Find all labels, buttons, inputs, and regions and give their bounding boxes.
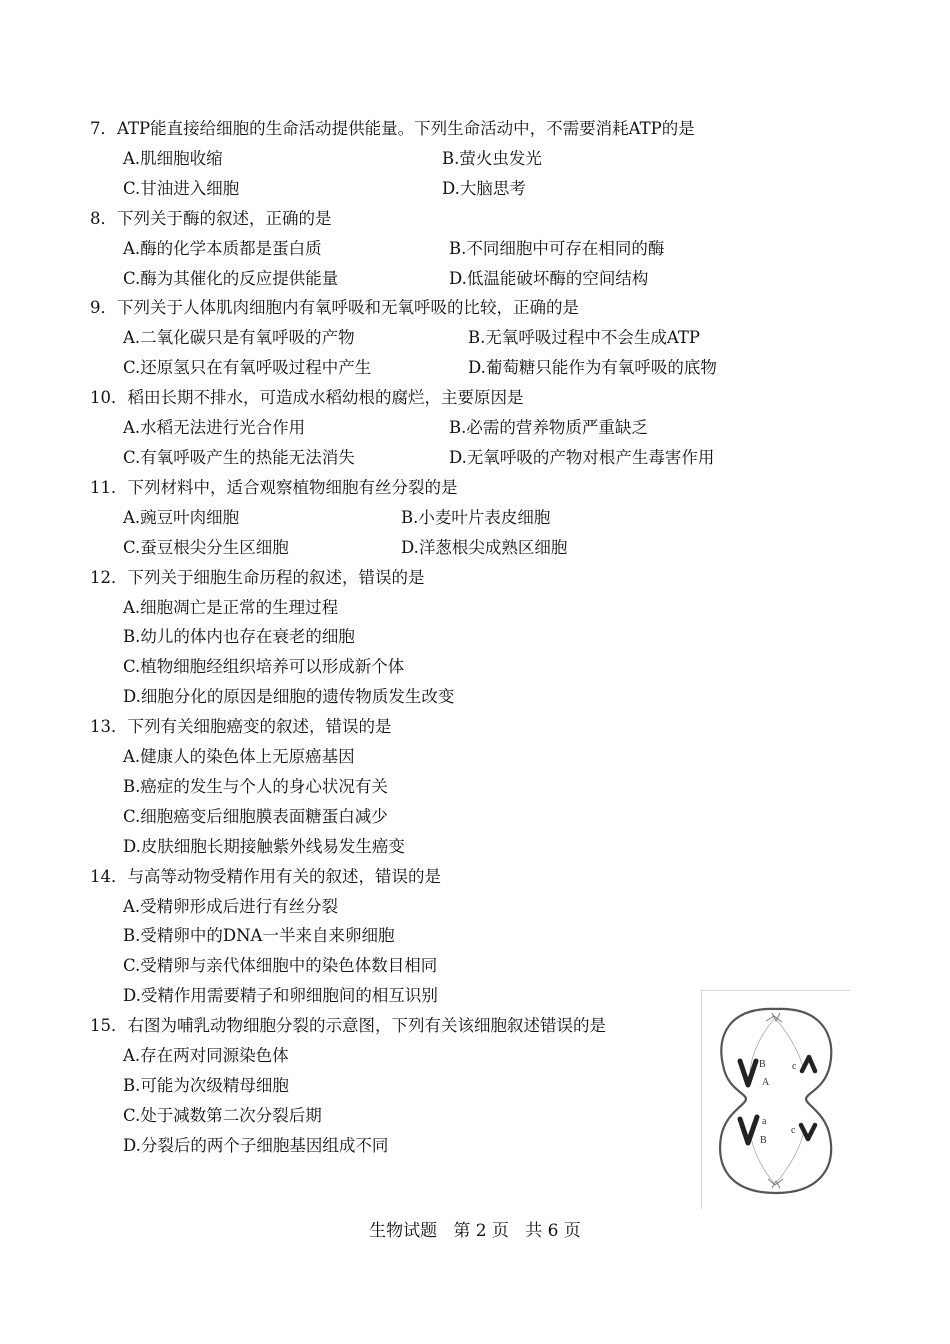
- question: [90, 114, 850, 204]
- answer-option: B.不同细胞中可存在相同的酶: [449, 238, 665, 258]
- answer-option: B.无氧呼吸过程中不会生成ATP: [468, 328, 700, 348]
- answer-option: C.受精卵与亲代体细胞中的染色体数目相同: [123, 956, 438, 976]
- answer-option: D.低温能破坏酶的空间结构: [449, 268, 649, 288]
- answer-option: B.幼儿的体内也存在衰老的细胞: [123, 627, 355, 647]
- cell-division-diagram: [702, 991, 850, 1209]
- question-stem: 13．下列有关细胞癌变的叙述，错误的是: [90, 717, 392, 737]
- option-row: [90, 353, 850, 383]
- answer-option: D.大脑思考: [442, 178, 526, 198]
- question-stem: 14．与高等动物受精作用有关的叙述，错误的是: [90, 866, 441, 886]
- answer-option: D.皮肤细胞长期接触紫外线易发生癌变: [123, 836, 405, 856]
- answer-option: A.肌细胞收缩: [123, 148, 223, 168]
- option-row: [90, 503, 850, 533]
- question-stem: 11．下列材料中，适合观察植物细胞有丝分裂的是: [90, 477, 458, 497]
- gene-label: a: [762, 1116, 767, 1127]
- gene-label: c: [791, 1125, 796, 1136]
- answer-option: D.受精作用需要精子和卵细胞间的相互识别: [123, 986, 438, 1006]
- question: [90, 712, 850, 862]
- answer-option: C.处于减数第二次分裂后期: [123, 1105, 322, 1125]
- answer-option: B.萤火虫发光: [442, 148, 542, 168]
- question: [90, 563, 850, 713]
- gene-label: A: [762, 1077, 770, 1088]
- question: [90, 204, 850, 294]
- question-stem: 9．下列关于人体肌肉细胞内有氧呼吸和无氧呼吸的比较，正确的是: [90, 298, 579, 318]
- answer-option: A.酶的化学本质都是蛋白质: [123, 238, 322, 258]
- answer-option: C.还原氢只在有氧呼吸过程中产生: [123, 358, 372, 378]
- answer-option: A.二氧化碳只是有氧呼吸的产物: [123, 328, 355, 348]
- answer-option: C.甘油进入细胞: [123, 178, 240, 198]
- answer-option: A.豌豆叶肉细胞: [123, 507, 240, 527]
- option-row: [90, 234, 850, 264]
- answer-option: A.健康人的染色体上无原癌基因: [123, 747, 355, 767]
- question-stem: 12．下列关于细胞生命历程的叙述，错误的是: [90, 567, 425, 587]
- question: [90, 473, 850, 563]
- chromosome-bottom-left: [740, 1117, 757, 1143]
- spindle-pole-top: [766, 1013, 782, 1022]
- question-stem: 10．稻田长期不排水，可造成水稻幼根的腐烂，主要原因是: [90, 388, 524, 408]
- gene-label: B: [759, 1059, 766, 1070]
- answer-option: B.癌症的发生与个人的身心状况有关: [123, 776, 388, 796]
- chromosome-top-right: [802, 1057, 815, 1071]
- spindle-pole-bottom: [768, 1179, 783, 1188]
- cell-membrane: [720, 1009, 831, 1193]
- option-row: [90, 264, 850, 294]
- answer-option: D.细胞分化的原因是细胞的遗传物质发生改变: [123, 687, 455, 707]
- answer-option: D.分裂后的两个子细胞基因组成不同: [123, 1135, 389, 1155]
- answer-option: A.存在两对同源染色体: [123, 1046, 289, 1066]
- question-stem: 7．ATP能直接给细胞的生命活动提供能量。下列生命活动中，不需要消耗ATP的是: [90, 119, 695, 138]
- question: [90, 293, 850, 383]
- option-row: [90, 174, 850, 204]
- cell-division-figure: [701, 990, 850, 1209]
- option-row: [90, 533, 850, 563]
- answer-option: C.有氧呼吸产生的热能无法消失: [123, 447, 355, 467]
- answer-option: C.细胞癌变后细胞膜表面糖蛋白减少: [123, 806, 388, 826]
- answer-option: B.必需的营养物质严重缺乏: [449, 418, 648, 438]
- gene-label: c: [792, 1061, 797, 1072]
- question: [90, 862, 850, 1012]
- chromosome-bottom-right: [801, 1125, 815, 1139]
- gene-label: B: [760, 1135, 767, 1146]
- answer-option: A.水稻无法进行光合作用: [123, 418, 306, 438]
- option-row: [90, 443, 850, 473]
- answer-option: B.可能为次级精母细胞: [123, 1076, 289, 1095]
- question: [90, 383, 850, 473]
- answer-option: A.细胞凋亡是正常的生理过程: [123, 597, 339, 617]
- answer-option: C.酶为其催化的反应提供能量: [123, 268, 339, 288]
- answer-option: C.植物细胞经组织培养可以形成新个体: [123, 657, 405, 677]
- answer-option: D.无氧呼吸的产物对根产生毒害作用: [449, 447, 715, 467]
- answer-option: A.受精卵形成后进行有丝分裂: [123, 896, 339, 916]
- option-row: [90, 323, 850, 353]
- answer-option: B.小麦叶片表皮细胞: [401, 507, 551, 527]
- question-stem: 15．右图为哺乳动物细胞分裂的示意图，下列有关该细胞叙述错误的是: [90, 1016, 606, 1036]
- option-row: [90, 413, 850, 443]
- answer-option: B.受精卵中的DNA一半来自来卵细胞: [123, 926, 395, 946]
- chromosome-top-left: [740, 1061, 756, 1085]
- page-footer: 生物试题 第 2 页 共 6 页: [369, 1221, 581, 1241]
- answer-option: C.蚕豆根尖分生区细胞: [123, 537, 289, 557]
- question-stem: 8．下列关于酶的叙述，正确的是: [90, 208, 332, 228]
- answer-option: D.洋葱根尖成熟区细胞: [401, 537, 568, 557]
- spindle-fibers-bottom: [750, 1131, 804, 1183]
- answer-option: D.葡萄糖只能作为有氧呼吸的底物: [468, 358, 717, 378]
- option-row: [90, 144, 850, 174]
